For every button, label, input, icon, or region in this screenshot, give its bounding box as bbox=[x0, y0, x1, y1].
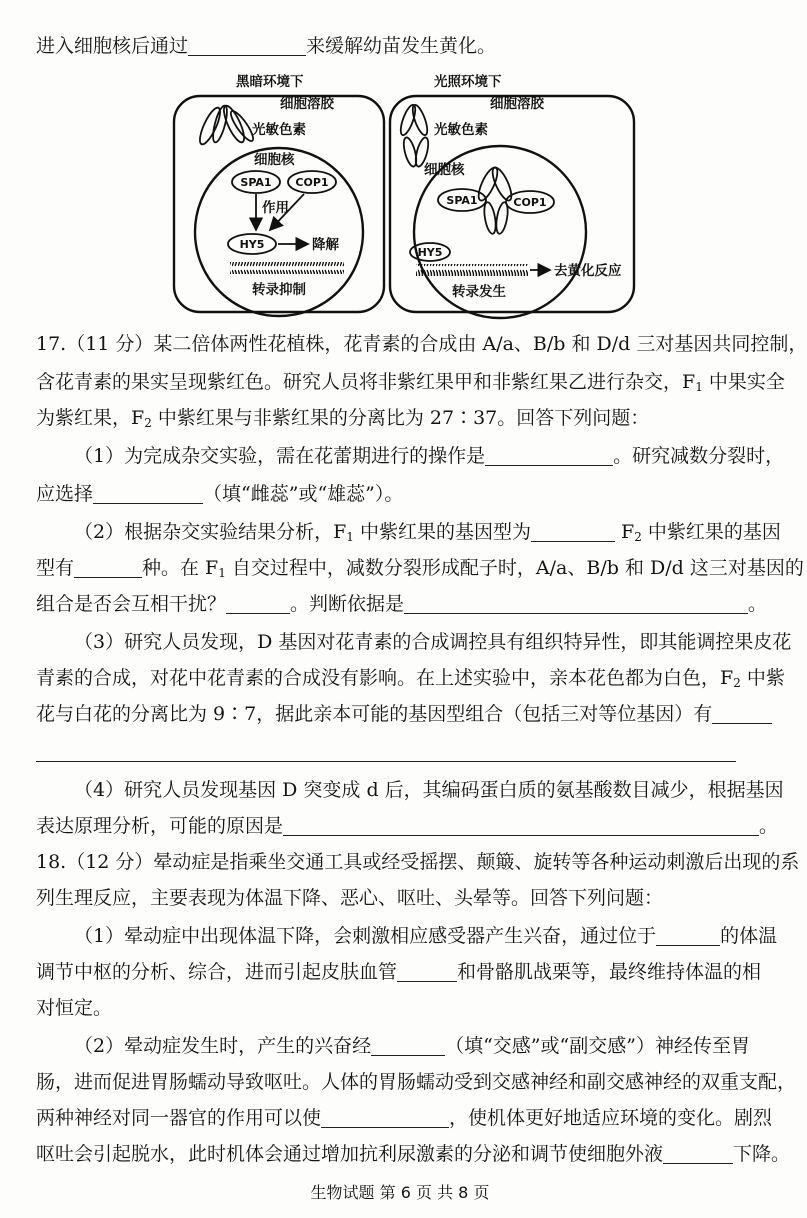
light-nucleus-label: 细胞核 bbox=[424, 162, 465, 178]
q17-p3-text: 中紫 bbox=[740, 667, 785, 689]
subscript: 1 bbox=[218, 566, 226, 580]
q18-stem-text: 18.（12 分）晕动症是指乘坐交通工具或经受摇摆、颠簸、旋转等各种运动刺激后出现的系 bbox=[36, 851, 800, 873]
q17-p2-text: 组合是否会互相干扰？ bbox=[36, 593, 227, 615]
q18-p2-text: （填“交感”或“副交感”）神经传至胃 bbox=[445, 1035, 750, 1057]
q17-p3-text: 青素的合成，对花中花青素的合成没有影响。在上述实验中，亲本花色都为白色，F bbox=[36, 667, 734, 689]
page-footer: 生物试题 第 6 页 共 8 页 bbox=[310, 1183, 490, 1202]
q17-part3-line-2 bbox=[36, 664, 785, 697]
q18-part2-line-1 bbox=[74, 1032, 772, 1060]
q18-p2-text: （2）晕动症发生时，产生的兴奋经 bbox=[74, 1035, 372, 1057]
dark-cop1-label: COP1 bbox=[295, 176, 329, 189]
q17-p3-text: 花与白花的分离比为 9∶7，据此亲本可能的基因型组合（包括三对等位基因）有 bbox=[36, 703, 713, 725]
q18-p1-text: （1）晕动症中出现体温下降，会刺激相应感受器产生兴奋，通过位于 bbox=[74, 925, 657, 947]
q17-p2-text: 。 bbox=[748, 593, 768, 615]
q18-part1-line-2 bbox=[36, 958, 772, 986]
q17-part1-line-1 bbox=[74, 442, 785, 470]
intro-line bbox=[36, 32, 772, 60]
subscript: 1 bbox=[346, 530, 354, 544]
answer-blank[interactable] bbox=[712, 703, 772, 724]
q17-p2-text: 。判断依据是 bbox=[290, 593, 405, 615]
light-spa1-label: SPA1 bbox=[446, 194, 478, 207]
dark-hy5-label: HY5 bbox=[239, 238, 265, 251]
q17-part4-line-2 bbox=[36, 812, 779, 840]
answer-blank[interactable] bbox=[656, 925, 720, 946]
answer-blank[interactable] bbox=[283, 815, 759, 836]
light-transcription-label: 转录发生 bbox=[452, 284, 506, 300]
intro-text-1: 进入细胞核后通过 bbox=[36, 35, 189, 57]
q17-p1-text: （填“雌蕊”或“雄蕊”）。 bbox=[203, 483, 404, 505]
q17-line-1 bbox=[36, 330, 807, 358]
q17-p2-text: 自交过程中，减数分裂形成配子时，A/a、B/b 和 D/d 这三对基因的 bbox=[225, 557, 804, 579]
light-panel bbox=[390, 73, 634, 318]
q17-part3-line-1 bbox=[74, 628, 792, 656]
q17-line-2 bbox=[36, 368, 785, 401]
q17-part3-line-3 bbox=[36, 700, 772, 728]
answer-blank[interactable] bbox=[397, 961, 457, 982]
q17-part1-line-2 bbox=[36, 480, 772, 508]
q17-text: 中果实全 bbox=[702, 371, 785, 393]
q17-p1-text: 。研究减数分裂时， bbox=[613, 445, 785, 467]
answer-blank[interactable] bbox=[93, 483, 203, 504]
subscript: 2 bbox=[634, 530, 642, 544]
q17-p2-text: （2）根据杂交实验结果分析，F bbox=[74, 521, 347, 543]
q18-p1-text: 调节中枢的分析、综合，进而引起皮肤血管 bbox=[36, 961, 398, 983]
q18-p1-text: 对恒定。 bbox=[36, 997, 113, 1019]
q17-line-3 bbox=[36, 404, 772, 437]
dark-title: 黑暗环境下 bbox=[236, 74, 304, 90]
dark-photoreceptor-icon bbox=[196, 103, 256, 146]
light-photoreceptor-icon bbox=[398, 103, 431, 168]
answer-blank[interactable] bbox=[226, 593, 290, 614]
dark-dna-coil bbox=[230, 262, 344, 274]
q17-p4-text: （4）研究人员发现基因 D 突变成 d 后，其编码蛋白质的氨基酸数目减少，根据基因 bbox=[74, 779, 784, 801]
q17-text: 含花青素的果实呈现紫红色。研究人员将非紫红果甲和非紫红果乙进行杂交，F bbox=[36, 371, 696, 393]
q18-p1-text: 和骨骼肌战栗等，最终维持体温的相 bbox=[457, 961, 762, 983]
q17-p1-text: （1）为完成杂交实验，需在花蕾期进行的操作是 bbox=[74, 445, 486, 467]
q17-text: 中紫红果与非紫红果的分离比为 27∶37。回答下列问题： bbox=[151, 407, 650, 429]
photoreceptor-diagram bbox=[172, 72, 636, 317]
answer-blank[interactable] bbox=[36, 741, 736, 762]
dark-transcription-label: 转录抑制 bbox=[252, 282, 306, 298]
dark-photoreceptor-label: 光敏色素 bbox=[252, 122, 306, 138]
dark-nucleus-label: 细胞核 bbox=[254, 152, 295, 168]
q18-part2-line-3 bbox=[36, 1104, 772, 1132]
q18-p1-text: 的体温 bbox=[720, 925, 778, 947]
q17-p1-text: 应选择 bbox=[36, 483, 94, 505]
q18-p2-text: ，使机体更好地适应环境的变化。剧烈 bbox=[449, 1107, 773, 1129]
q17-p2-text: 中紫红果的基因型为 bbox=[353, 521, 531, 543]
q18-p2-text: 肠，进而促进胃肠蠕动导致呕吐。人体的胃肠蠕动受到交感神经和副交感神经的双重支配， bbox=[36, 1071, 797, 1093]
light-dna-coil bbox=[416, 264, 528, 276]
q17-part2-line-2 bbox=[36, 554, 804, 587]
light-bound-photoreceptor-icon bbox=[475, 165, 515, 234]
diagram-svg bbox=[172, 72, 636, 317]
light-cop1-label: COP1 bbox=[513, 196, 547, 209]
light-cytosol-label: 细胞溶胶 bbox=[490, 96, 544, 112]
dark-panel bbox=[174, 73, 384, 316]
q17-p4-text: 表达原理分析，可能的原因是 bbox=[36, 815, 284, 837]
q18-part2-line-4 bbox=[36, 1140, 791, 1168]
q18-p2-text: 两种神经对同一器官的作用可以使 bbox=[36, 1107, 322, 1129]
q18-line-1 bbox=[36, 848, 800, 876]
q17-p2-text: 型有 bbox=[36, 557, 75, 579]
q17-p3-text: （3）研究人员发现，D 基因对花青素的合成调控具有组织特异性，即其能调控果皮花 bbox=[74, 631, 792, 653]
intro-text-2: 来缓解幼苗发生黄化。 bbox=[306, 35, 497, 57]
answer-blank[interactable] bbox=[74, 557, 142, 578]
q18-part2-line-2 bbox=[36, 1068, 797, 1096]
answer-blank[interactable] bbox=[371, 1035, 445, 1056]
dark-action-label: 作用 bbox=[262, 200, 289, 216]
subscript: 2 bbox=[733, 676, 741, 690]
q17-part2-line-3 bbox=[36, 590, 772, 618]
q17-part4-line-1 bbox=[74, 776, 784, 804]
q18-p2-text: 呕吐会引起脱水，此时机体会通过增加抗利尿激素的分泌和调节使细胞外液 bbox=[36, 1143, 664, 1165]
dark-cytosol-label: 细胞溶胶 bbox=[280, 96, 334, 112]
q17-p4-text: 。 bbox=[759, 815, 779, 837]
q17-p2-text: 中紫红果的基因 bbox=[641, 521, 781, 543]
q18-part1-line-1 bbox=[74, 922, 778, 950]
light-hy5-label: HY5 bbox=[417, 246, 443, 259]
answer-blank[interactable] bbox=[485, 445, 613, 466]
light-title: 光照环境下 bbox=[434, 74, 502, 90]
light-photoreceptor-label: 光敏色素 bbox=[434, 122, 488, 138]
subscript: 1 bbox=[695, 380, 703, 394]
q17-p2-text: 种。在 F bbox=[142, 557, 219, 579]
answer-blank[interactable] bbox=[321, 1107, 449, 1128]
dark-spa1-label: SPA1 bbox=[240, 176, 272, 189]
q17-p2-text: F bbox=[614, 521, 635, 543]
subscript: 2 bbox=[144, 416, 152, 430]
light-response-label: 去黄化反应 bbox=[554, 263, 622, 279]
answer-blank[interactable] bbox=[663, 1143, 733, 1164]
q18-stem-text: 列生理反应，主要表现为体温下降、恶心、呕吐、头晕等。回答下列问题： bbox=[36, 887, 664, 909]
q18-line-2 bbox=[36, 884, 772, 912]
answer-blank[interactable] bbox=[531, 521, 615, 542]
q18-part1-line-3 bbox=[36, 994, 772, 1022]
q17-text: 为紫红果，F bbox=[36, 407, 145, 429]
answer-blank[interactable] bbox=[404, 593, 748, 614]
answer-blank[interactable] bbox=[188, 35, 306, 56]
q17-part2-line-1 bbox=[74, 518, 781, 551]
q17-stem-text: 17.（11 分）某二倍体两性花植株，花青素的合成由 A/a、B/b 和 D/d 三对基因共同控制， bbox=[36, 333, 807, 355]
q18-p2-text: 下降。 bbox=[733, 1143, 791, 1165]
dark-degrade-label: 降解 bbox=[312, 237, 339, 253]
q17-part3-line-4 bbox=[36, 738, 772, 766]
